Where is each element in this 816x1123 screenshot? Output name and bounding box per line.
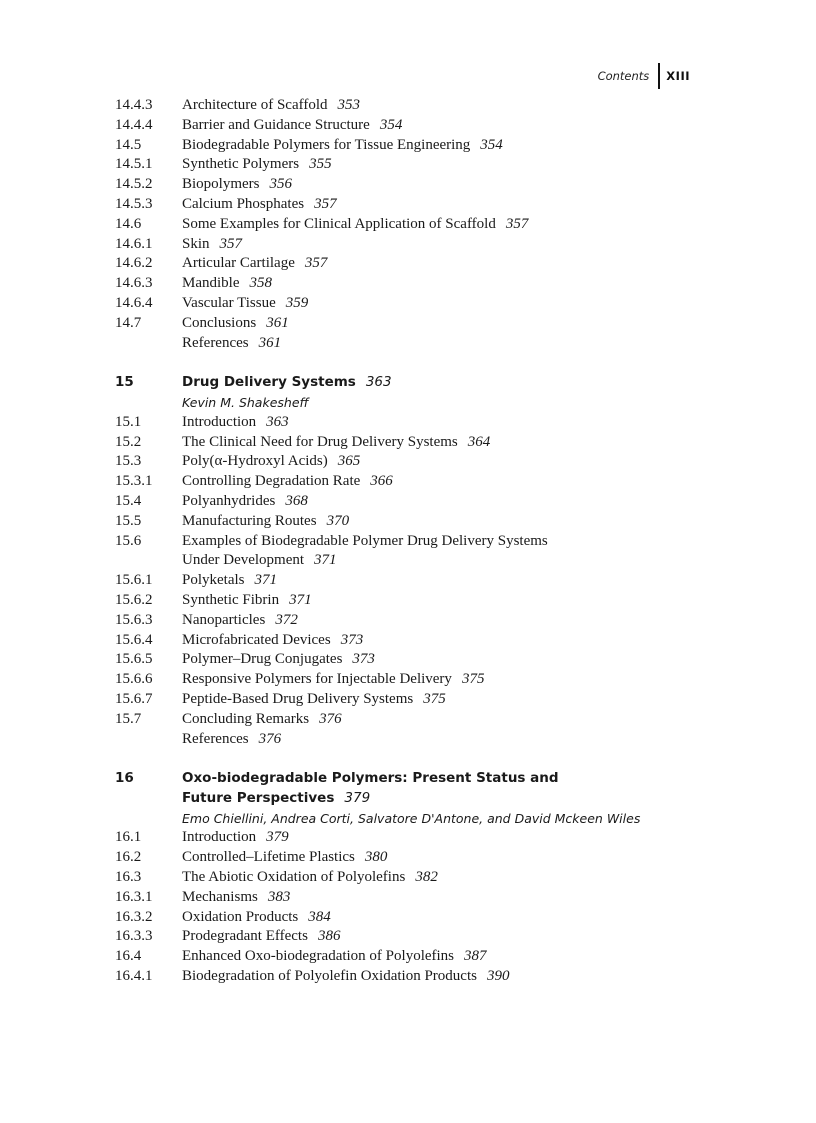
section-page: 375	[423, 690, 446, 707]
section-page: 361	[266, 314, 289, 331]
toc-entry	[115, 710, 755, 730]
section-page: 357	[219, 235, 243, 252]
toc-entry	[115, 631, 755, 651]
toc-entry	[115, 413, 755, 433]
section-title-text: Synthetic Polymers	[182, 156, 300, 173]
section-title	[182, 551, 755, 571]
toc-entry	[115, 136, 755, 156]
section-title	[182, 571, 755, 591]
section-page: 373	[352, 651, 375, 668]
section-title	[182, 828, 755, 848]
chapter-title-text: Drug Delivery Systems	[182, 374, 356, 391]
chapter-title	[182, 373, 755, 393]
section-page: 368	[285, 492, 308, 509]
section-page: 365	[337, 453, 361, 470]
chapter-number-blank	[115, 789, 182, 809]
toc-entry	[115, 294, 755, 314]
section-title	[182, 730, 755, 750]
section-title	[182, 611, 755, 631]
toc-entry	[115, 611, 755, 631]
section-number: 14.6.3	[115, 275, 153, 292]
section-number: 15.2	[115, 433, 142, 450]
toc-entry	[115, 215, 755, 235]
section-number: 14.5	[115, 136, 142, 153]
section-title-text: Mechanisms	[182, 888, 258, 905]
toc-entry	[115, 571, 755, 591]
section-title-text: Introduction	[182, 413, 257, 430]
section-number: 16.3.2	[115, 908, 153, 925]
section-title-text: Controlled–Lifetime Plastics	[182, 849, 355, 866]
toc-entry	[115, 314, 755, 334]
section-page: 357	[505, 215, 529, 232]
section-number: 14.7	[115, 314, 142, 331]
chapter-authors: Emo Chiellini, Andrea Corti, Salvatore D'Antone, and David Mckeen Wiles	[182, 810, 641, 826]
section-title	[182, 175, 755, 195]
section-title-text: Conclusions	[182, 314, 257, 331]
section-title-text: Controlling Degradation Rate	[182, 473, 361, 490]
section-title-text: Responsive Polymers for Injectable Delivery	[182, 671, 452, 688]
toc-entry	[115, 532, 755, 552]
section-title	[182, 472, 755, 492]
section-page: 380	[364, 849, 388, 866]
section-title	[182, 908, 755, 928]
section-number: 16.4.1	[115, 968, 153, 985]
section-title-text: Introduction	[182, 829, 257, 846]
section-spacer	[115, 749, 755, 769]
section-title-text: Architecture of Scaffold	[182, 97, 328, 113]
section-number: 15.4	[115, 492, 142, 509]
section-title-text: Enhanced Oxo-biodegradation of Polyolefins	[182, 948, 455, 965]
chapter-authors: Kevin M. Shakesheff	[182, 394, 309, 410]
toc-entry	[115, 433, 755, 453]
chapter-heading	[115, 373, 755, 393]
section-number: 16.2	[115, 849, 142, 866]
toc-entry	[115, 155, 755, 175]
running-header-label: Contents	[597, 69, 650, 83]
section-page: 357	[304, 255, 328, 272]
section-page: 364	[467, 433, 491, 450]
chapter-number-blank	[115, 809, 182, 829]
toc-entry	[115, 967, 755, 987]
section-page: 386	[317, 928, 341, 945]
toc-entry	[115, 195, 755, 215]
section-page: 363	[266, 413, 289, 430]
chapter-title	[182, 789, 755, 809]
section-number: 14.6.2	[115, 255, 153, 272]
section-number: 16.3.1	[115, 888, 153, 905]
section-number: 16.1	[115, 829, 142, 846]
section-number	[115, 551, 182, 571]
section-title-text: Calcium Phosphates	[182, 195, 305, 212]
section-spacer	[115, 353, 755, 373]
section-page: 376	[258, 730, 282, 747]
section-page: 356	[269, 176, 292, 193]
section-title	[182, 848, 755, 868]
section-title-text: Polyketals	[182, 572, 245, 589]
section-title	[182, 254, 755, 274]
section-title-text: Articular Cartilage	[182, 255, 295, 272]
chapter-heading-continued	[115, 789, 755, 809]
section-page: 371	[314, 552, 337, 569]
section-page: 355	[309, 156, 332, 173]
section-page: 354	[379, 116, 403, 133]
section-number: 14.4.4	[115, 116, 153, 133]
section-title-text: References	[182, 730, 249, 747]
section-page: 366	[370, 473, 393, 490]
section-title	[182, 294, 755, 314]
section-number	[115, 334, 182, 354]
toc-entry	[115, 927, 755, 947]
section-title-text: Synthetic Fibrin	[182, 591, 280, 608]
section-title-text: Some Examples for Clinical Application of Scaffold	[182, 215, 496, 232]
chapter-page: 379	[344, 789, 371, 806]
section-title-text: Manufacturing Routes	[182, 512, 317, 529]
section-title	[182, 155, 755, 175]
section-number: 15.6.3	[115, 611, 153, 628]
section-title-text: Mandible	[182, 275, 240, 292]
section-title	[182, 927, 755, 947]
section-page: 357	[314, 195, 337, 212]
section-number: 16.4	[115, 948, 142, 965]
toc-entry	[115, 908, 755, 928]
section-title	[182, 96, 755, 116]
section-number: 16.3.3	[115, 928, 153, 945]
section-number: 15.6.5	[115, 651, 153, 668]
section-number: 15.5	[115, 512, 142, 529]
section-number: 16.3	[115, 869, 142, 886]
toc-entry	[115, 551, 755, 571]
toc-entry	[115, 670, 755, 690]
table-of-contents	[115, 96, 755, 987]
section-title	[182, 532, 755, 552]
section-title-text: Concluding Remarks	[182, 710, 310, 727]
chapter-title	[182, 769, 755, 789]
section-page: 371	[254, 572, 277, 589]
section-title-text: Prodegradant Effects	[182, 928, 308, 945]
section-title-text: Examples of Biodegradable Polymer Drug Delivery Systems	[182, 532, 548, 549]
section-title-text: Biopolymers	[182, 176, 260, 193]
section-page: 361	[258, 334, 282, 351]
section-page: 373	[340, 631, 364, 648]
section-title	[182, 452, 755, 472]
section-page: 359	[285, 294, 309, 311]
section-title	[182, 947, 755, 967]
toc-entry	[115, 175, 755, 195]
toc-entry	[115, 690, 755, 710]
chapter-number-blank	[115, 393, 182, 413]
toc-entry	[115, 96, 755, 116]
section-page: 376	[319, 710, 342, 727]
section-page: 372	[275, 611, 298, 628]
section-title-text: Barrier and Guidance Structure	[182, 116, 370, 133]
section-title-text: Peptide-Based Drug Delivery Systems	[182, 690, 414, 707]
section-title-text: Skin	[182, 235, 210, 252]
section-title	[182, 591, 755, 611]
section-title	[182, 413, 755, 433]
toc-entry	[115, 591, 755, 611]
section-number: 15.3.1	[115, 473, 153, 490]
section-page: 387	[464, 948, 487, 965]
toc-entry	[115, 254, 755, 274]
section-title	[182, 116, 755, 136]
section-number: 14.5.3	[115, 195, 153, 212]
toc-entry	[115, 235, 755, 255]
section-title-text: The Abiotic Oxidation of Polyolefins	[182, 869, 406, 886]
chapter-title-text: Future Perspectives	[182, 789, 335, 806]
toc-entry	[115, 334, 755, 354]
section-number: 15.6	[115, 532, 142, 549]
section-number: 15.6.2	[115, 591, 153, 608]
section-title-text: Polymer–Drug Conjugates	[182, 651, 343, 668]
section-title-text: Biodegradable Polymers for Tissue Engineering	[182, 136, 471, 153]
toc-entry	[115, 116, 755, 136]
page-number: XIII	[666, 69, 690, 83]
chapter-authors-row	[115, 809, 755, 829]
toc-entry	[115, 492, 755, 512]
chapter-heading	[115, 769, 755, 789]
toc-entry	[115, 828, 755, 848]
section-number: 14.4.3	[115, 97, 153, 113]
toc-entry	[115, 868, 755, 888]
toc-entry	[115, 947, 755, 967]
header-divider	[658, 63, 660, 89]
section-title	[182, 670, 755, 690]
section-title-text: Nanoparticles	[182, 611, 266, 628]
section-title	[182, 631, 755, 651]
section-title-text: Polyanhydrides	[182, 492, 276, 509]
section-title-text: References	[182, 334, 249, 351]
section-title-text: Under Development	[182, 552, 305, 569]
section-title	[182, 512, 755, 532]
section-page: 370	[326, 512, 350, 529]
section-title	[182, 690, 755, 710]
toc-entry	[115, 730, 755, 750]
section-number: 14.5.2	[115, 176, 153, 193]
section-page: 382	[415, 869, 438, 886]
section-number: 15.6.6	[115, 671, 153, 688]
section-page: 358	[249, 275, 272, 292]
section-page: 383	[267, 888, 291, 905]
section-title	[182, 274, 755, 294]
section-page: 371	[289, 591, 312, 608]
toc-entry	[115, 888, 755, 908]
section-title-text: Oxidation Products	[182, 908, 299, 925]
section-page: 354	[480, 136, 503, 153]
chapter-title-text: Oxo-biodegradable Polymers: Present Status and	[182, 770, 559, 787]
toc-entry	[115, 848, 755, 868]
section-number: 15.1	[115, 413, 142, 430]
section-title	[182, 888, 755, 908]
section-title	[182, 235, 755, 255]
section-title	[182, 136, 755, 156]
section-page: 375	[461, 671, 485, 688]
section-title	[182, 492, 755, 512]
section-number: 15.7	[115, 710, 142, 727]
section-page: 390	[486, 968, 510, 985]
section-number: 14.6.4	[115, 294, 153, 311]
section-number: 15.6.4	[115, 631, 153, 648]
section-title	[182, 967, 755, 987]
section-title	[182, 334, 755, 354]
section-title-text: Microfabricated Devices	[182, 631, 331, 648]
section-title	[182, 195, 755, 215]
chapter-page: 363	[365, 374, 392, 391]
section-title-text: Vascular Tissue	[182, 294, 276, 311]
section-title-text: The Clinical Need for Drug Delivery Systems	[182, 433, 458, 450]
running-header	[598, 63, 690, 89]
toc-entry	[115, 274, 755, 294]
section-number: 14.5.1	[115, 156, 153, 173]
section-number: 14.6.1	[115, 235, 153, 252]
section-title	[182, 314, 755, 334]
section-number: 15.6.1	[115, 572, 153, 589]
section-number	[115, 730, 182, 750]
section-page: 379	[266, 829, 289, 846]
section-number: 15.6.7	[115, 690, 153, 707]
toc-entry	[115, 512, 755, 532]
chapter-number: 16	[115, 770, 134, 787]
section-number: 14.6	[115, 215, 142, 232]
section-title	[182, 650, 755, 670]
section-title	[182, 433, 755, 453]
toc-entry	[115, 452, 755, 472]
section-page: 353	[337, 97, 360, 113]
chapter-number: 15	[115, 374, 134, 391]
section-title-text: Biodegradation of Polyolefin Oxidation Products	[182, 968, 477, 985]
section-title	[182, 868, 755, 888]
section-number: 15.3	[115, 453, 142, 470]
toc-entry	[115, 472, 755, 492]
section-title-text: Poly(α-Hydroxyl Acids)	[182, 453, 328, 470]
section-page: 384	[308, 908, 331, 925]
section-title	[182, 215, 755, 235]
section-title	[182, 710, 755, 730]
chapter-authors-row	[115, 393, 755, 413]
toc-entry	[115, 650, 755, 670]
